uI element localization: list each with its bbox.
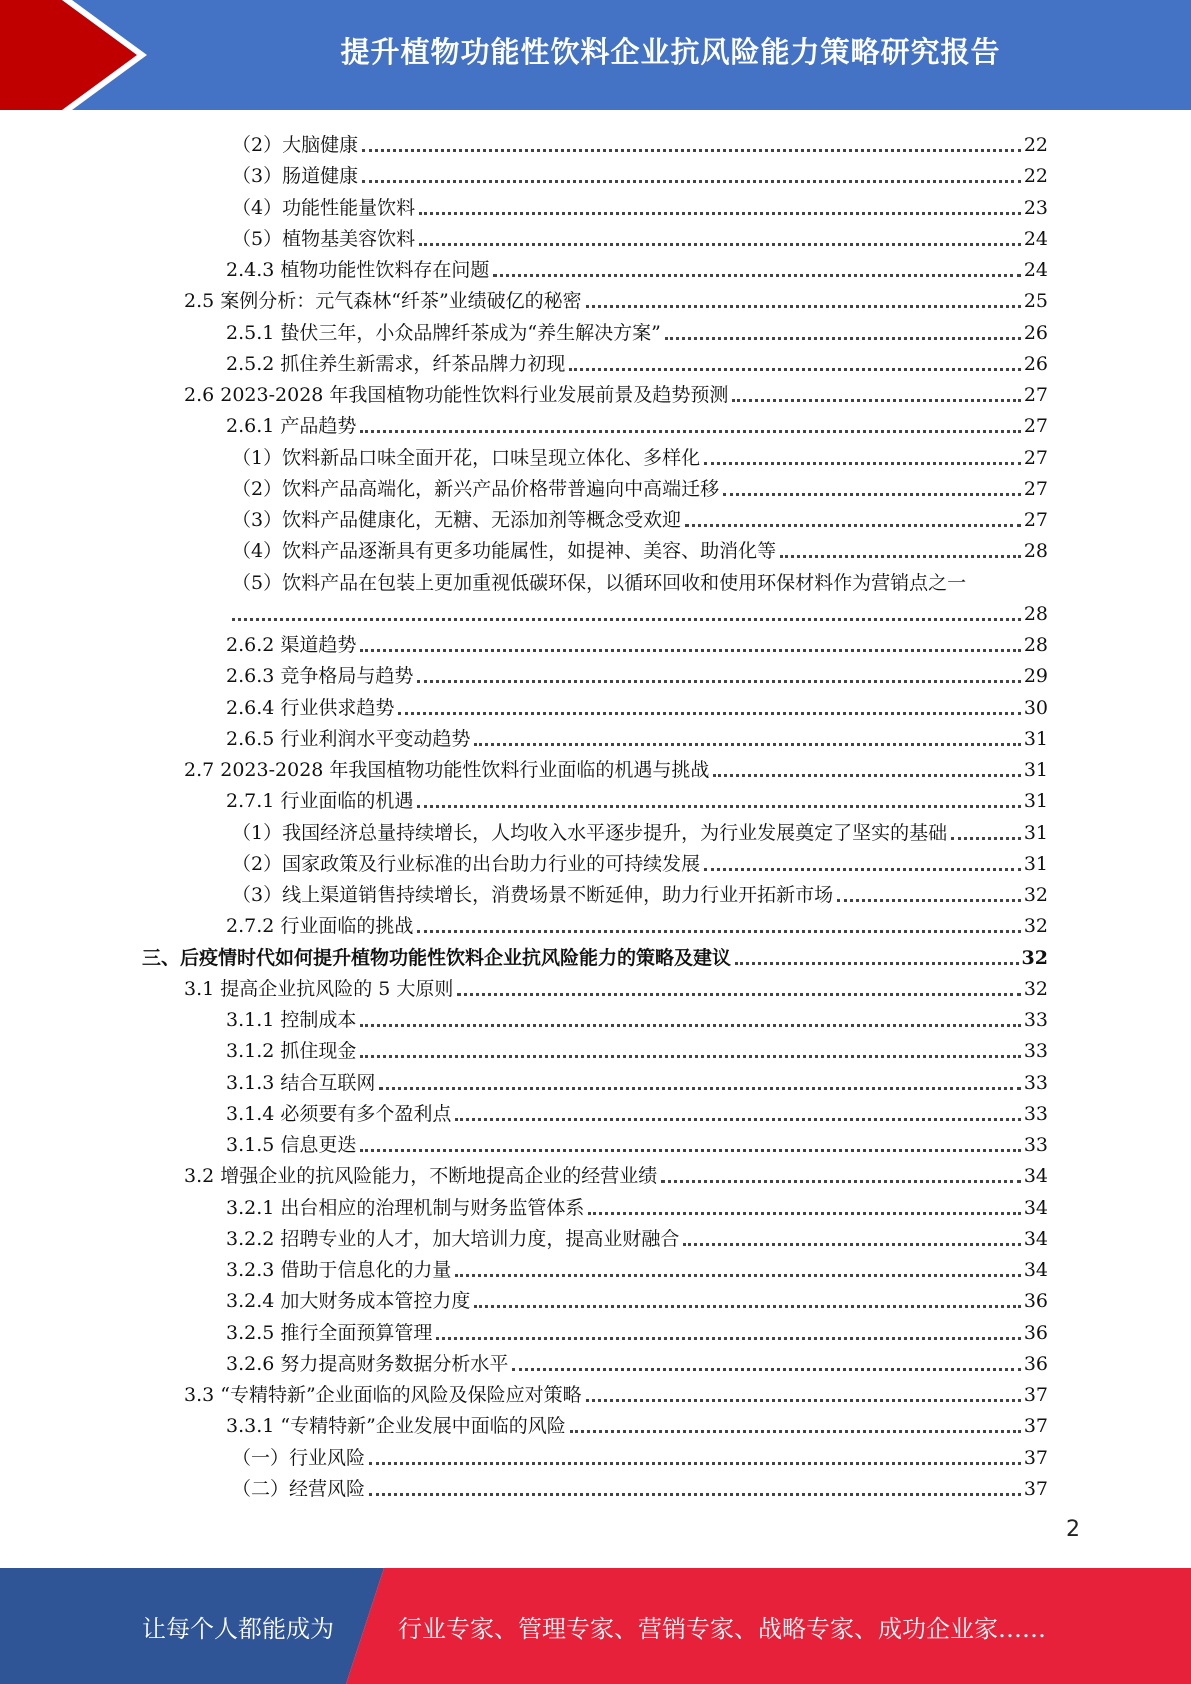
- report-title: 提升植物功能性饮料企业抗风险能力策略研究报告: [340, 34, 1001, 69]
- toc-entry[interactable]: [232, 190, 1048, 221]
- toc-entry-page: 31: [1023, 759, 1048, 781]
- toc-dot-leader: [837, 899, 1021, 902]
- toc-entry-page: 36: [1023, 1352, 1048, 1375]
- toc-entry-page: 24: [1023, 259, 1048, 281]
- toc-entry-title: （1）饮料新品口味全面开花，口味呈现立体化、多样化: [232, 446, 701, 469]
- toc-entry-page: 22: [1023, 134, 1048, 156]
- toc-entry-page: 27: [1023, 384, 1048, 406]
- toc-entry-page: 37: [1023, 1415, 1048, 1438]
- toc-entry[interactable]: [142, 940, 1048, 971]
- toc-entry-page: 29: [1023, 665, 1048, 688]
- header-arrow-decoration: [0, 0, 160, 110]
- toc-entry[interactable]: [232, 533, 1048, 564]
- toc-entry-page: 26: [1023, 352, 1048, 375]
- toc-dot-leader: [661, 1180, 1021, 1183]
- toc-entry[interactable]: [232, 1471, 1048, 1502]
- toc-entry-title: （2）大脑健康: [232, 134, 359, 156]
- toc-entry-title: （3）线上渠道销售持续增长，消费场景不断延伸，助力行业开拓新市场: [232, 884, 834, 906]
- toc-entry[interactable]: [226, 1252, 1048, 1283]
- toc-entry-page: 34: [1023, 1227, 1048, 1250]
- toc-dot-leader: [735, 962, 1019, 965]
- toc-dot-leader: [512, 1368, 1020, 1371]
- toc-entry-page: 31: [1023, 790, 1048, 813]
- toc-entry[interactable]: [232, 471, 1048, 502]
- toc-dot-leader: [474, 1305, 1020, 1308]
- toc-dot-leader: [360, 649, 1020, 652]
- toc-dot-leader: [780, 555, 1021, 558]
- toc-entry-page: 27: [1023, 415, 1048, 438]
- toc-entry-title: 2.5.2 抓住养生新需求，纤茶品牌力初现: [226, 352, 566, 375]
- toc-entry[interactable]: [226, 690, 1048, 721]
- toc-entry-title: （一）行业风险: [232, 1446, 366, 1469]
- toc-entry-title: （4）功能性能量饮料: [232, 196, 416, 219]
- toc-entry-title: 3.1.2 抓住现金: [226, 1040, 357, 1063]
- toc-dot-leader: [369, 1493, 1021, 1496]
- toc-entry-page: 27: [1023, 477, 1048, 500]
- toc-entry-title: （2）国家政策及行业标准的出台助力行业的可持续发展: [232, 852, 701, 875]
- toc-entry-title: 2.6.4 行业供求趋势: [226, 696, 395, 719]
- toc-entry-title: 2.6.3 竞争格局与趋势: [226, 665, 414, 688]
- toc-entry-title: 3.1.3 结合互联网: [226, 1071, 376, 1094]
- toc-dot-leader: [586, 1399, 1021, 1402]
- toc-dot-leader: [436, 1337, 1020, 1340]
- toc-entry-page: 25: [1023, 290, 1048, 313]
- toc-dot-leader: [493, 274, 1020, 277]
- toc-entry-title: 3.1.5 信息更迭: [226, 1134, 357, 1156]
- toc-entry[interactable]: [184, 377, 1048, 408]
- toc-entry[interactable]: [226, 1033, 1048, 1064]
- toc-entry-title: 2.4.3 植物功能性饮料存在问题: [226, 259, 490, 281]
- toc-dot-leader: [362, 149, 1021, 152]
- toc-dot-leader: [360, 1149, 1020, 1152]
- toc-entry[interactable]: [226, 1346, 1048, 1377]
- toc-dot-leader: [474, 743, 1020, 746]
- toc-dot-leader: [732, 399, 1020, 402]
- toc-entry-page: 37: [1023, 1446, 1048, 1469]
- toc-entry-title: 3.1 提高企业抗风险的 5 大原则: [184, 977, 454, 1000]
- toc-entry[interactable]: [232, 596, 1048, 627]
- toc-entry-title: 2.6.5 行业利润水平变动趋势: [226, 727, 471, 750]
- toc-entry-title: 3.2.1 出台相应的治理机制与财务监管体系: [226, 1196, 585, 1219]
- toc-dot-leader: [417, 805, 1020, 808]
- toc-dot-leader: [398, 712, 1020, 715]
- toc-dot-leader: [723, 493, 1021, 496]
- toc-entry[interactable]: [226, 1221, 1048, 1252]
- toc-entry-page: 33: [1023, 1071, 1048, 1094]
- toc-entry-title: 3.2.6 努力提高财务数据分析水平: [226, 1352, 509, 1375]
- toc-entry[interactable]: [226, 1127, 1048, 1158]
- toc-entry-title: 3.2.4 加大财务成本管控力度: [226, 1290, 471, 1313]
- toc-entry-title: 2.6.2 渠道趋势: [226, 634, 357, 656]
- toc-entry[interactable]: [232, 127, 1048, 158]
- toc-entry-title: （3）肠道健康: [232, 165, 359, 188]
- toc-entry-page: 31: [1023, 852, 1048, 875]
- toc-entry[interactable]: [232, 158, 1048, 189]
- toc-dot-leader: [951, 837, 1021, 840]
- toc-entry-title: （4）饮料产品逐渐具有更多功能属性，如提神、美容、助消化等: [232, 540, 777, 563]
- toc-entry[interactable]: [232, 221, 1048, 252]
- toc-entry-title: 3.1.4 必须要有多个盈利点: [226, 1102, 452, 1125]
- toc-entry-page: 32: [1023, 977, 1048, 1000]
- toc-entry[interactable]: [232, 502, 1048, 533]
- page-number: 2: [1066, 1517, 1080, 1542]
- toc-dot-leader: [417, 930, 1020, 933]
- toc-entry[interactable]: [226, 346, 1048, 377]
- toc-entry-title: （5）植物基美容饮料: [232, 227, 416, 250]
- toc-dot-leader: [360, 1024, 1020, 1027]
- toc-entry-page: 32: [1023, 915, 1048, 938]
- toc-dot-leader: [683, 1243, 1020, 1246]
- toc-dot-leader: [455, 1118, 1020, 1121]
- toc-entry[interactable]: [226, 1315, 1048, 1346]
- toc-dot-leader: [360, 430, 1020, 433]
- toc-entry[interactable]: [232, 846, 1048, 877]
- toc-entry-title: （3）饮料产品健康化，无糖、无添加剂等概念受欢迎: [232, 509, 682, 531]
- toc-entry[interactable]: [226, 252, 1048, 283]
- toc-entry-page: 22: [1023, 165, 1048, 188]
- toc-dot-leader: [704, 868, 1021, 871]
- toc-entry[interactable]: [232, 877, 1048, 908]
- toc-entry-page: 28: [1023, 602, 1048, 625]
- toc-dot-leader: [570, 1430, 1021, 1433]
- toc-entry-page: 36: [1023, 1290, 1048, 1313]
- toc-entry-page: 33: [1023, 1134, 1048, 1156]
- toc-dot-leader: [419, 243, 1021, 246]
- toc-entry-page: 34: [1023, 1165, 1048, 1188]
- toc-entry-title: （2）饮料产品高端化，新兴产品价格带普遍向中高端迁移: [232, 477, 720, 500]
- toc-dot-leader: [379, 1087, 1020, 1090]
- toc-dot-leader: [369, 1462, 1021, 1465]
- footer-slogan-left: 让每个人都能成为: [142, 1614, 334, 1643]
- toc-entry-page: 31: [1023, 821, 1048, 844]
- toc-entry[interactable]: [232, 1440, 1048, 1471]
- toc-entry[interactable]: [226, 1065, 1048, 1096]
- toc-entry[interactable]: [226, 627, 1048, 658]
- toc-entry-page: 34: [1023, 1196, 1048, 1219]
- toc-entry-title: 2.6.1 产品趋势: [226, 415, 357, 438]
- toc-dot-leader: [704, 462, 1021, 465]
- toc-dot-leader: [457, 993, 1020, 996]
- toc-entry[interactable]: [184, 1377, 1048, 1408]
- toc-entry[interactable]: [226, 1408, 1048, 1439]
- toc-entry[interactable]: [226, 1190, 1048, 1221]
- toc-entry-page: 31: [1023, 727, 1048, 750]
- toc-entry-page: 23: [1023, 196, 1048, 219]
- toc-entry-title: （二）经营风险: [232, 1477, 366, 1500]
- toc-dot-leader: [455, 1274, 1020, 1277]
- toc-entry-title: 三、后疫情时代如何提升植物功能性饮料企业抗风险能力的策略及建议: [142, 946, 732, 969]
- page-footer: [0, 1568, 1191, 1684]
- toc-entry-page: 27: [1023, 446, 1048, 469]
- toc-entry[interactable]: [226, 315, 1048, 346]
- toc-entry[interactable]: [184, 971, 1048, 1002]
- toc-dot-leader: [232, 618, 1021, 621]
- toc-entry-page: 24: [1023, 227, 1048, 250]
- toc-entry-title: 2.7.1 行业面临的机遇: [226, 790, 414, 813]
- toc-entry-title: （1）我国经济总量持续增长，人均收入水平逐步提升，为行业发展奠定了坚实的基础: [232, 821, 948, 844]
- toc-entry[interactable]: [226, 1002, 1048, 1033]
- toc-entry-title: 2.5 案例分析：元气森林“纤茶”业绩破亿的秘密: [184, 290, 582, 313]
- toc-entry-title: 2.7.2 行业面临的挑战: [226, 915, 414, 938]
- toc-entry-page: 27: [1023, 509, 1048, 531]
- toc-entry-page: 26: [1023, 321, 1048, 344]
- toc-dot-leader: [419, 212, 1021, 215]
- toc-dot-leader: [362, 180, 1021, 183]
- toc-entry[interactable]: [226, 1283, 1048, 1314]
- toc-dot-leader: [417, 680, 1020, 683]
- toc-entry[interactable]: [226, 1096, 1048, 1127]
- toc-entry-page: 34: [1023, 1259, 1048, 1281]
- toc-entry-title: 3.3.1 “专精特新”企业发展中面临的风险: [226, 1415, 566, 1438]
- toc-entry-title: 3.1.1 控制成本: [226, 1009, 357, 1031]
- toc-entry[interactable]: [226, 783, 1048, 814]
- toc-entry[interactable]: [232, 565, 1048, 596]
- toc-entry[interactable]: [226, 721, 1048, 752]
- toc-entry-page: 32: [1023, 884, 1048, 906]
- toc-entry-page: 33: [1023, 1009, 1048, 1031]
- toc-dot-leader: [685, 524, 1021, 527]
- toc-entry-page: 36: [1023, 1321, 1048, 1344]
- toc-entry-page: 33: [1023, 1102, 1048, 1125]
- toc-entry-page: 32: [1021, 946, 1048, 969]
- toc-dot-leader: [588, 1212, 1020, 1215]
- toc-entry-title: 3.2.5 推行全面预算管理: [226, 1321, 433, 1344]
- toc-entry-title: 3.2.3 借助于信息化的力量: [226, 1259, 452, 1281]
- toc-entry-title: 3.2 增强企业的抗风险能力，不断地提高企业的经营业绩: [184, 1165, 658, 1188]
- toc-entry-title: （5）饮料产品在包装上更加重视低碳环保，以循环回收和使用环保材料作为营销点之一: [232, 571, 967, 594]
- footer-slogan-right: 行业专家、管理专家、营销专家、战略专家、成功企业家……: [398, 1614, 1046, 1643]
- toc-dot-leader: [665, 337, 1021, 340]
- toc-dot-leader: [713, 774, 1020, 777]
- toc-dot-leader: [586, 305, 1021, 308]
- toc-entry-page: 37: [1023, 1384, 1048, 1406]
- toc-entry[interactable]: [226, 408, 1048, 439]
- toc-dot-leader: [360, 1055, 1020, 1058]
- toc-entry[interactable]: [184, 752, 1048, 783]
- toc-entry[interactable]: [226, 658, 1048, 689]
- toc-entry-title: 3.2.2 招聘专业的人才，加大培训力度，提高业财融合: [226, 1227, 680, 1250]
- toc-entry-page: 28: [1023, 634, 1048, 656]
- toc-entry-page: 30: [1023, 696, 1048, 719]
- toc-entry[interactable]: [232, 440, 1048, 471]
- toc-dot-leader: [569, 368, 1020, 371]
- toc-entry[interactable]: [184, 283, 1048, 314]
- toc-entry[interactable]: [232, 815, 1048, 846]
- page-header: [0, 0, 1191, 110]
- toc-entry-page: 37: [1023, 1477, 1048, 1500]
- toc-entry[interactable]: [184, 1158, 1048, 1189]
- toc-entry-title: 2.7 2023-2028 年我国植物功能性饮料行业面临的机遇与挑战: [184, 759, 710, 781]
- toc-entry-title: 3.3 “专精特新”企业面临的风险及保险应对策略: [184, 1384, 582, 1406]
- toc-entry-title: 2.5.1 蛰伏三年，小众品牌纤茶成为“养生解决方案”: [226, 321, 661, 344]
- toc-entry-page: 33: [1023, 1040, 1048, 1063]
- toc-entry[interactable]: [226, 908, 1048, 939]
- toc-entry-page: 28: [1023, 540, 1048, 563]
- toc-entry-title: 2.6 2023-2028 年我国植物功能性饮料行业发展前景及趋势预测: [184, 384, 729, 406]
